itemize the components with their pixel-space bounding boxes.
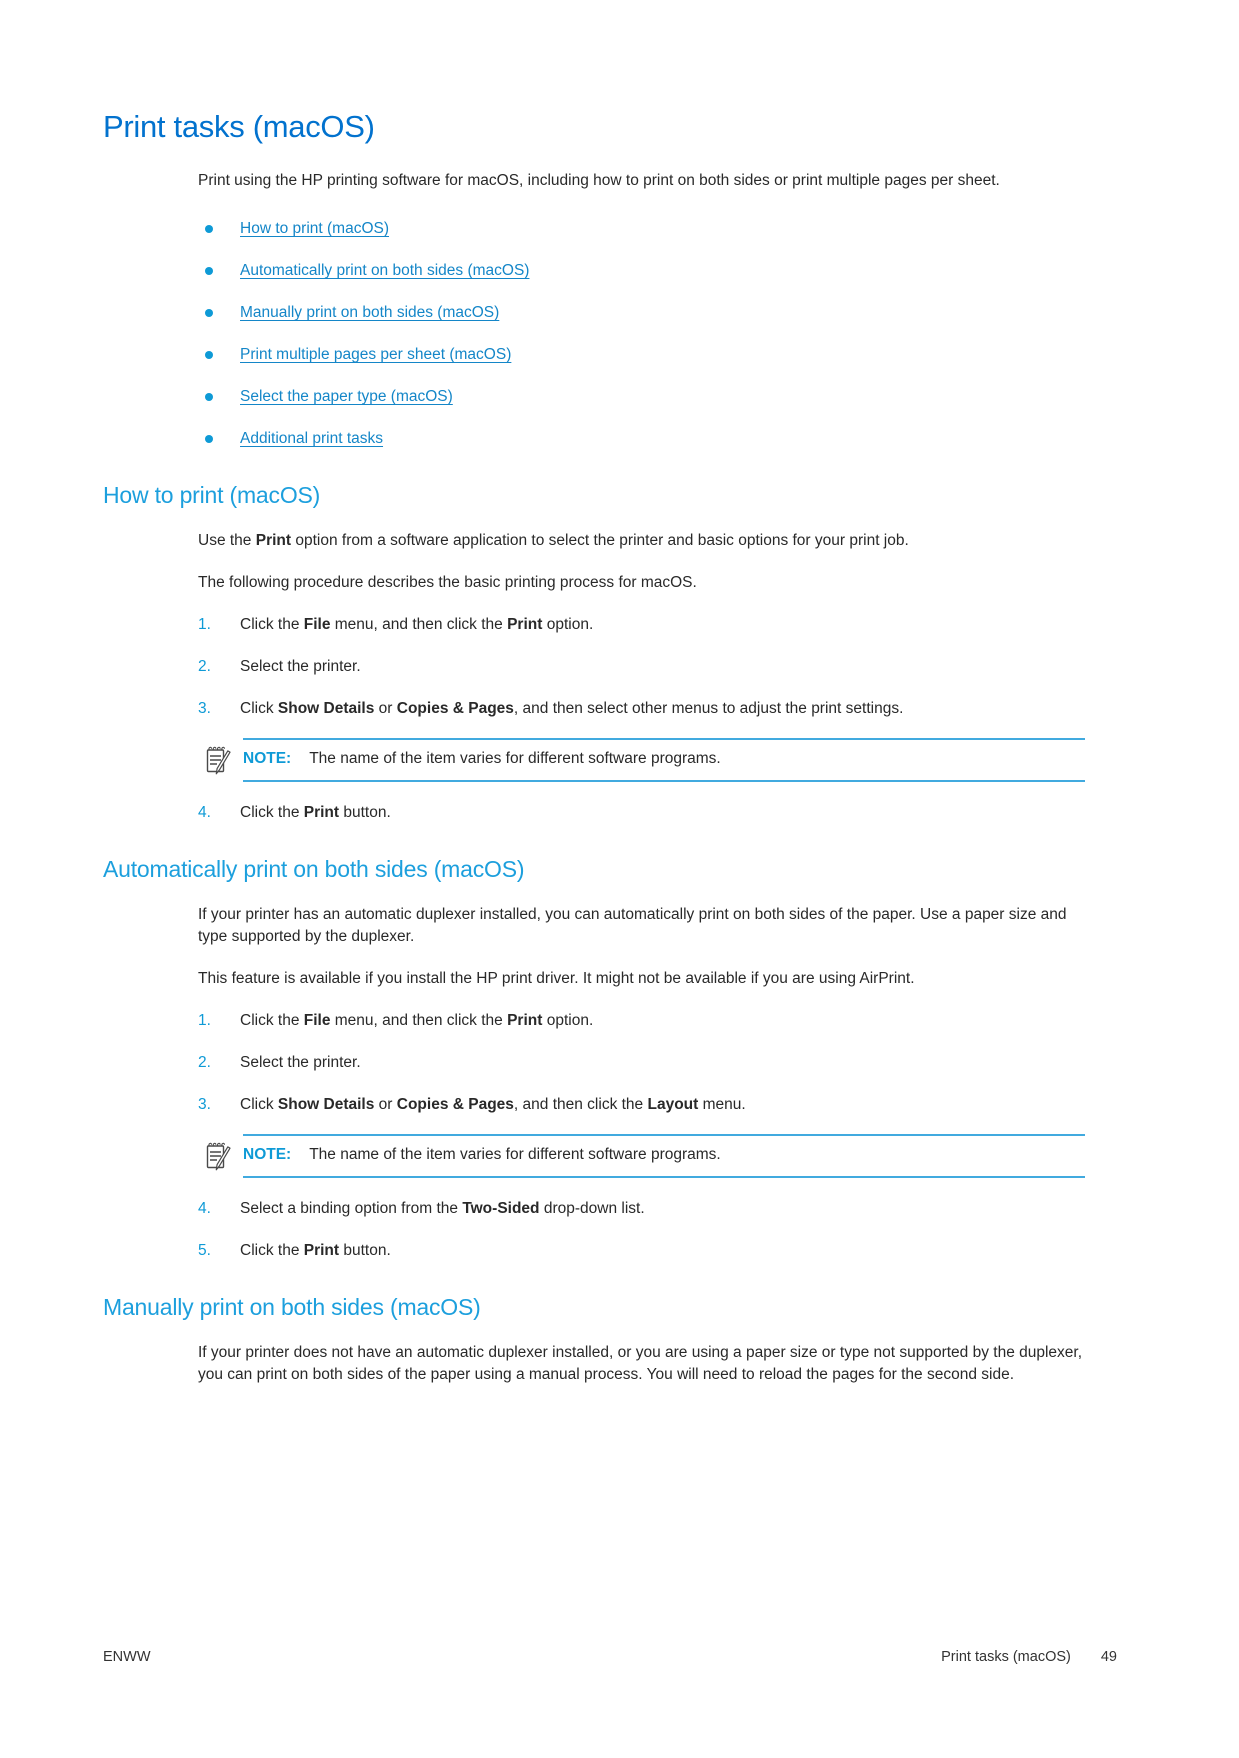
manual-page bbox=[0, 108, 1239, 1665]
bullet-icon bbox=[205, 351, 213, 359]
paragraph: This feature is available if you install the HP print driver. It might not be available if you are using AirPrint. bbox=[198, 970, 915, 987]
step-number: 3. bbox=[198, 700, 211, 717]
paragraph: If your printer does not have an automatic duplexer installed, or you are using a paper size or type not supported by the duplexer, you can print on both sides of the paper using a manual process. You will need to reload the pages for the second side. bbox=[198, 1344, 1083, 1383]
note-icon bbox=[205, 744, 232, 775]
step bbox=[198, 614, 1085, 636]
note-icon bbox=[205, 1140, 232, 1171]
step-number: 1. bbox=[198, 1012, 211, 1029]
toc-link-automatically-print-both-sides[interactable]: Automatically print on both sides (macOS) bbox=[240, 262, 530, 279]
footer-section-title: Print tasks (macOS) bbox=[941, 1649, 1071, 1665]
note-label: NOTE: bbox=[243, 1146, 292, 1163]
toc-link-additional-print-tasks[interactable]: Additional print tasks bbox=[240, 430, 384, 447]
paragraph: If your printer has an automatic duplexer installed, you can automatically print on both sides of the paper. Use a paper size and type supported by the duplexer. bbox=[198, 906, 1067, 945]
toc-item bbox=[205, 218, 1085, 240]
step-number: 3. bbox=[198, 1096, 211, 1113]
bullet-icon bbox=[205, 225, 213, 233]
bullet-icon bbox=[205, 267, 213, 275]
step-number: 4. bbox=[198, 804, 211, 821]
step-text: Click the File menu, and then click the Print option. bbox=[240, 616, 594, 633]
section-manually-print-both-sides bbox=[0, 1292, 1239, 1386]
note-text: The name of the item varies for different software programs. bbox=[309, 750, 721, 767]
step bbox=[198, 1052, 1085, 1074]
step bbox=[198, 1094, 1085, 1116]
bullet-icon bbox=[205, 435, 213, 443]
toc-list bbox=[205, 218, 1085, 450]
section-automatically-print-both-sides bbox=[0, 854, 1239, 1262]
note-label: NOTE: bbox=[243, 750, 292, 767]
page-title: Print tasks (macOS) bbox=[103, 109, 375, 144]
bullet-icon bbox=[205, 393, 213, 401]
step-text: Click Show Details or Copies & Pages, and then click the Layout menu. bbox=[240, 1096, 746, 1113]
step-text: Select the printer. bbox=[240, 658, 361, 675]
step-number: 2. bbox=[198, 1054, 211, 1071]
step-number: 2. bbox=[198, 658, 211, 675]
toc-link-select-paper-type[interactable]: Select the paper type (macOS) bbox=[240, 388, 453, 405]
footer-enww: ENWW bbox=[103, 1649, 151, 1665]
toc-item bbox=[205, 386, 1085, 408]
step bbox=[198, 1240, 1085, 1262]
paragraph: Use the Print option from a software application to select the printer and basic options for your print job. bbox=[198, 532, 909, 549]
toc-link-multiple-pages-per-sheet[interactable]: Print multiple pages per sheet (macOS) bbox=[240, 346, 512, 363]
step-number: 5. bbox=[198, 1242, 211, 1259]
step bbox=[198, 698, 1085, 720]
footer bbox=[103, 1646, 1117, 1668]
bullet-icon bbox=[205, 309, 213, 317]
step-text: Click Show Details or Copies & Pages, and then select other menus to adjust the print settings. bbox=[240, 700, 904, 717]
toc-item bbox=[205, 344, 1085, 366]
step-number: 4. bbox=[198, 1200, 211, 1217]
step bbox=[198, 1198, 1085, 1220]
intro-paragraph: Print using the HP printing software for macOS, including how to print on both sides or print multiple pages per sheet. bbox=[198, 172, 1000, 189]
footer-right bbox=[941, 1646, 1117, 1668]
step-text: Click the File menu, and then click the Print option. bbox=[240, 1012, 594, 1029]
step-text: Select a binding option from the Two-Sided drop-down list. bbox=[240, 1200, 645, 1217]
step-number: 1. bbox=[198, 616, 211, 633]
footer-page-number: 49 bbox=[1100, 1649, 1117, 1665]
section-heading: Manually print on both sides (macOS) bbox=[103, 1294, 481, 1320]
toc-link-manually-print-both-sides[interactable]: Manually print on both sides (macOS) bbox=[240, 304, 500, 321]
step-text: Click the Print button. bbox=[240, 1242, 391, 1259]
section-how-to-print bbox=[0, 480, 1239, 824]
toc-item bbox=[205, 260, 1085, 282]
section-heading: Automatically print on both sides (macOS) bbox=[103, 856, 525, 882]
note-box bbox=[243, 1134, 1085, 1178]
step-text: Select the printer. bbox=[240, 1054, 361, 1071]
toc-item bbox=[205, 302, 1085, 324]
step bbox=[198, 656, 1085, 678]
step bbox=[198, 1010, 1085, 1032]
paragraph: The following procedure describes the basic printing process for macOS. bbox=[198, 574, 697, 591]
toc-link-how-to-print[interactable]: How to print (macOS) bbox=[240, 220, 390, 237]
note-box bbox=[243, 738, 1085, 782]
step-text: Click the Print button. bbox=[240, 804, 391, 821]
step bbox=[198, 802, 1085, 824]
section-heading: How to print (macOS) bbox=[103, 482, 321, 508]
note-text: The name of the item varies for different software programs. bbox=[309, 1146, 721, 1163]
toc-item bbox=[205, 428, 1085, 450]
